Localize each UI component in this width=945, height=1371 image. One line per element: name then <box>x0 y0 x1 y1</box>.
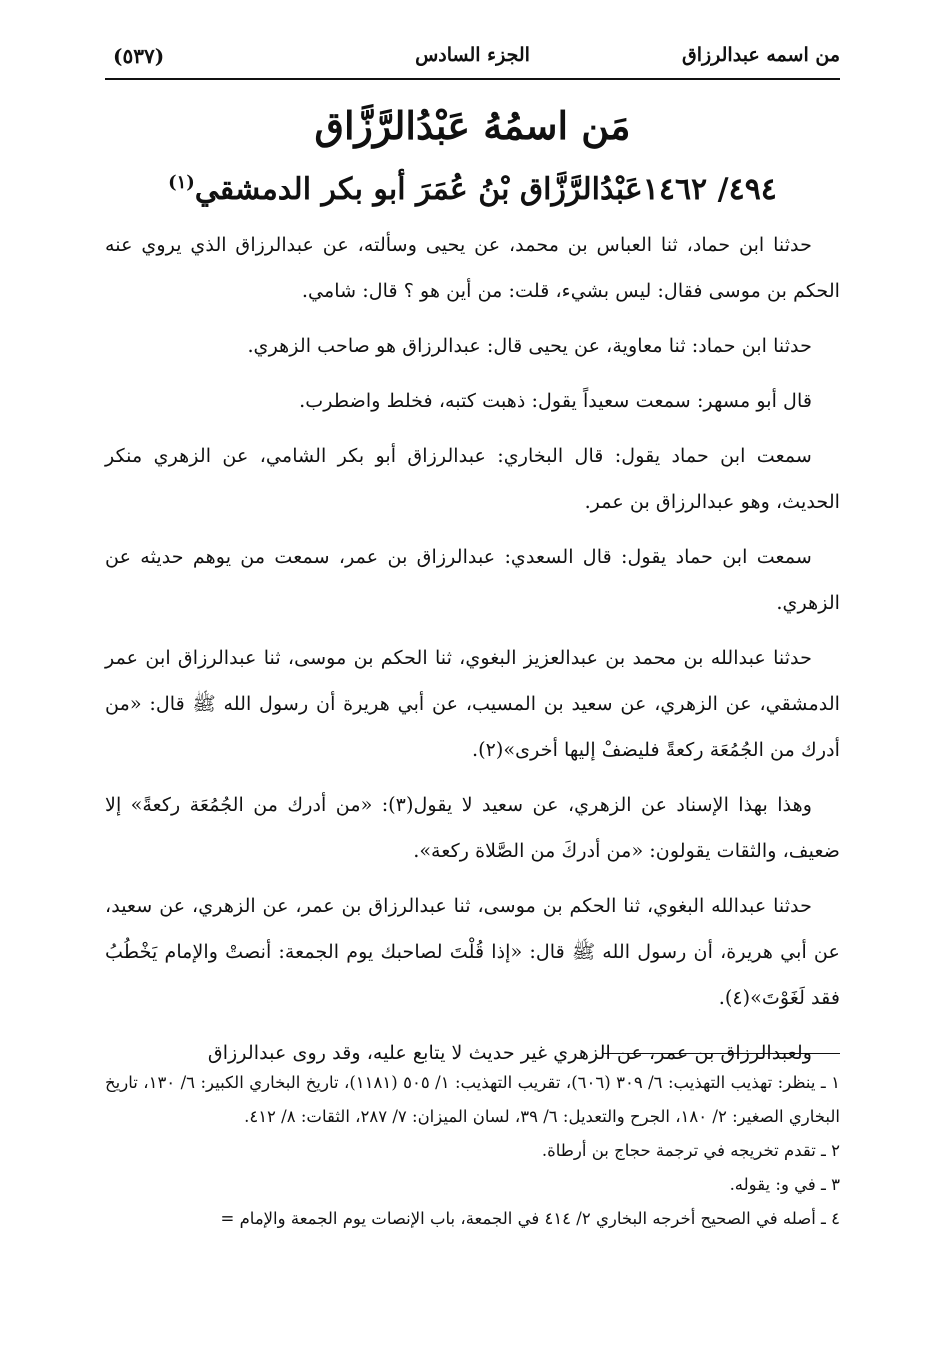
paragraph: سمعت ابن حماد يقول: قال البخاري: عبدالرزاق أبو بكر الشامي، عن الزهري منكر الحديث، وهو عبدالرزاق بن عمر. <box>105 444 840 513</box>
section-heading: مَن اسمُهُ عَبْدُالرَّزَّاق <box>314 103 631 148</box>
entry-heading <box>105 160 840 213</box>
paragraph: قال أبو مسهر: سمعت سعيداً يقول: ذهبت كتبه، فخلط واضطرب. <box>299 389 812 412</box>
footnote: ٣ ـ في و: يقوله. <box>729 1175 840 1194</box>
main-text <box>105 222 840 1085</box>
page-number: (٥٣٧) <box>113 44 165 68</box>
paragraph: حدثنا ابن حماد، ثنا العباس بن محمد، عن يحيى وسألته، عن عبدالرزاق الذي يروي عنه الحكم بن موسى فقال: ليس بشيء، قلت: من أين هو ؟ قال: شامي. <box>105 233 840 302</box>
running-header <box>105 40 840 76</box>
paragraph: ولعبدالرزاق بن عمر، عن الزهري غير حديث لا يتابع عليه، وقد روى عبدالرزاق <box>207 1041 812 1064</box>
footnotes <box>105 1066 840 1236</box>
paragraph: حدثنا عبدالله بن محمد بن عبدالعزيز البغوي، ثنا الحكم بن موسى، ثنا عبدالرزاق ابن عمر الدمشقي، عن الزهري، عن سعيد بن المسيب، عن أبي هريرة أن رسول الله ﷺ قال: «من أدرك من الجُمُعَة ركعةً فليضفْ إليها أخرى»(٢). <box>105 646 840 761</box>
footnote: ٢ ـ تقدم تخريجه في ترجمة حجاج بن أرطاة. <box>541 1141 840 1160</box>
footnote-ref: (١) <box>168 172 195 193</box>
footnote: ٤ ـ أصله في الصحيح أخرجه البخاري ٢/ ٤١٤ في الجمعة، باب الإنصات يوم الجمعة والإمام = <box>220 1209 840 1228</box>
footnote: ١ ـ ينظر: تهذيب التهذيب: ٦/ ٣٠٩ (٦٠٦)، تقريب التهذيب: ١/ ٥٠٥ (١١٨١)، تاريخ البخاري الكبير: ٦/ ١٣٠، تاريخ البخاري الصغير: ٢/ ١٨٠، الجرح والتعديل: ٦/ ٣٩، لسان الميزان: ٧/ ٢٨٧، الثقات: ٨/ ٤١٢. <box>105 1073 840 1126</box>
running-title: من اسمه عبدالرزاق <box>681 44 840 66</box>
paragraph: حدثنا عبدالله البغوي، ثنا الحكم بن موسى، ثنا عبدالرزاق بن عمر، عن الزهري، عن سعيد، عن أبي هريرة، أن رسول الله ﷺ قال: «إذا قُلْتَ لصاحبك يوم الجمعة: أنصتْ والإمام يَخْطُبُ فقد لَغَوْتَ»(٤). <box>105 894 840 1009</box>
paragraph: حدثنا ابن حماد: ثنا معاوية، عن يحيى قال: عبدالرزاق هو صاحب الزهري. <box>247 334 812 357</box>
header-divider <box>105 78 840 80</box>
paragraph: وهذا بهذا الإسناد عن الزهري، عن سعيد لا يقول(٣): «من أدرك من الجُمُعَة ركعةً» إلا ضعيف، والثقات يقولون: «من أدركَ من الصَّلاة ركعة». <box>105 793 840 862</box>
volume-title: الجزء السادس <box>415 44 530 66</box>
paragraph: سمعت ابن حماد يقول: قال السعدي: عبدالرزاق بن عمر، سمعت من يوهم حديثه عن الزهري. <box>105 545 840 614</box>
entry-title-text: ٤٩٤/ ١٤٦٢عَبْدُالرَّزَّاق بْنُ عُمَرَ أبو بكر الدمشقي <box>194 172 777 207</box>
footnote-divider <box>602 1053 840 1054</box>
